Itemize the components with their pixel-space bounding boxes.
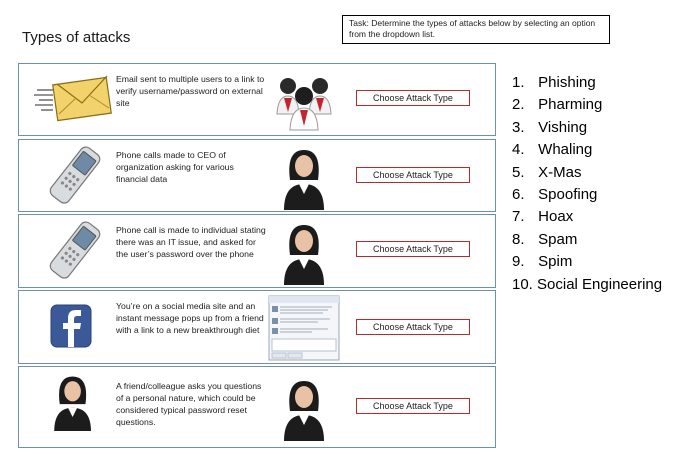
attack-type-dropdown[interactable]: Choose Attack Type	[356, 241, 470, 257]
woman-avatar-icon	[274, 144, 334, 210]
attack-scenario-row	[18, 290, 496, 364]
scenario-description: Email sent to multiple users to a link to verify username/password on external site	[116, 74, 265, 108]
group-people-icon	[274, 68, 334, 134]
list-item: 5. X-Mas	[512, 163, 582, 181]
task-instructions: Task: Determine the types of attacks below by selecting an option from the dropdown list.	[342, 15, 610, 44]
attack-type-dropdown[interactable]: Choose Attack Type	[356, 398, 470, 414]
woman-avatar-icon	[274, 375, 334, 441]
woman-avatar-icon	[274, 219, 334, 285]
mobile-phone-icon	[33, 146, 113, 204]
envelope-icon	[33, 70, 113, 128]
attack-scenario-row	[18, 63, 496, 136]
scenario-description: Phone call is made to individual stating there was an IT issue, and asked for the user’s password over the phone	[116, 225, 266, 259]
list-item: 9. Spim	[512, 253, 573, 271]
attack-types-list	[512, 72, 662, 296]
list-item: 7. Hoax	[512, 208, 574, 226]
mobile-phone-icon	[33, 221, 113, 279]
chat-window-screenshot	[268, 295, 340, 361]
page-title: Types of attacks	[22, 29, 131, 46]
scenario-description: A friend/colleague asks you questions of a personal nature, which could be considered typical password reset questions.	[116, 381, 262, 427]
facebook-icon	[33, 297, 113, 355]
list-item: 1. Phishing	[512, 74, 596, 91]
scenario-description: Phone calls made to CEO of organization asking for various financial data	[116, 150, 234, 184]
attack-scenario-row	[18, 214, 496, 288]
attack-scenario-row	[18, 139, 496, 212]
attack-type-dropdown[interactable]: Choose Attack Type	[356, 319, 470, 335]
list-item: 3. Vishing	[512, 118, 588, 136]
list-item: 8. Spam	[512, 230, 578, 248]
woman-avatar-icon	[33, 373, 113, 431]
attack-scenario-row	[18, 366, 496, 448]
list-item: 4. Whaling	[512, 141, 593, 159]
list-item: 10. Social Engineering	[512, 275, 663, 293]
list-item: 6. Spoofing	[512, 185, 598, 203]
scenario-description: You’re on a social media site and an instant message pops up from a friend with a link to a new breakthrough diet	[116, 301, 264, 335]
attack-type-dropdown[interactable]: Choose Attack Type	[356, 90, 470, 106]
list-item: 2. Pharming	[512, 96, 603, 114]
attack-type-dropdown[interactable]: Choose Attack Type	[356, 167, 470, 183]
